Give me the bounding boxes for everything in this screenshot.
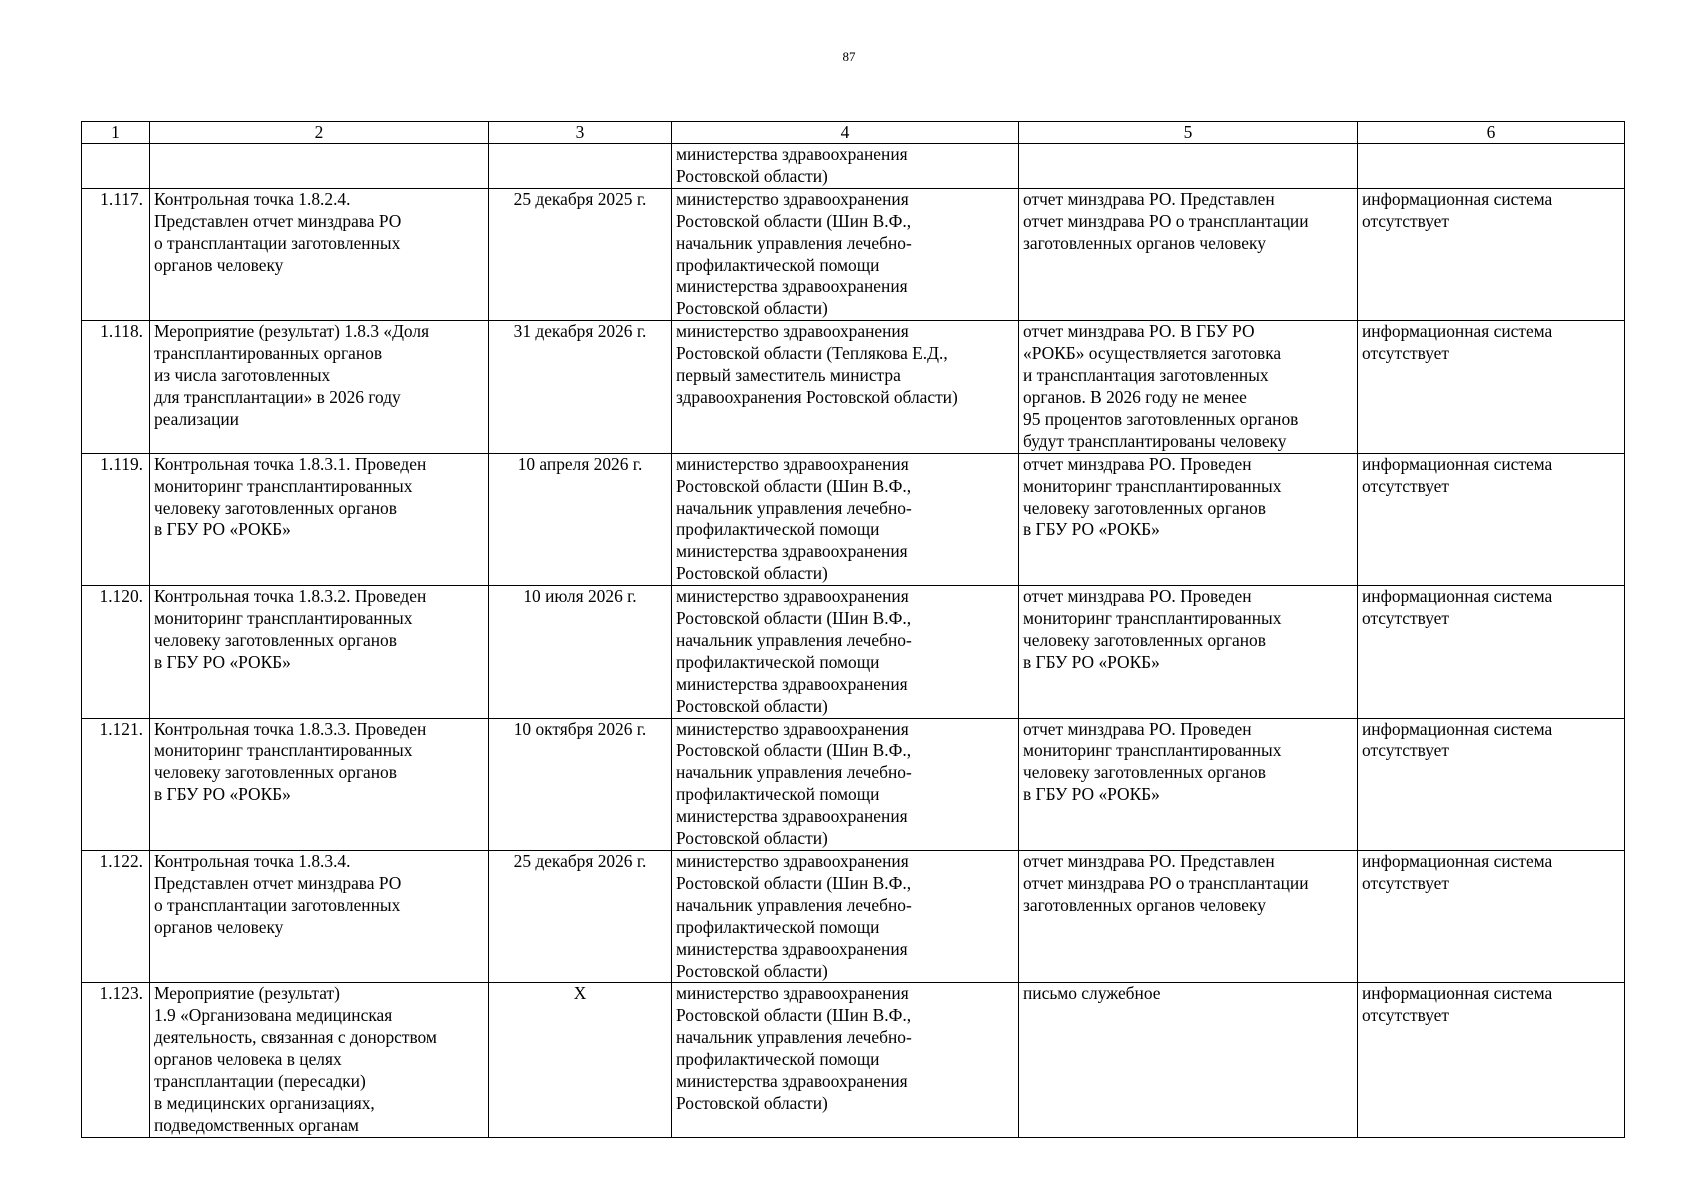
deadline-date-cell: 10 апреля 2026 г.: [489, 453, 672, 585]
activity-name-cell: Контрольная точка 1.8.3.2. Проведен мониторинг трансплантированных человеку заготовленных органов в ГБУ РО «РОКБ»: [150, 586, 489, 718]
header-cell: 1: [82, 122, 150, 144]
responsible-executor-cell: министерства здравоохранения Ростовской области): [672, 144, 1019, 189]
deadline-date-cell: 25 декабря 2026 г.: [489, 851, 672, 983]
activity-name-cell: [150, 144, 489, 189]
confirming-document-cell: отчет минздрава РО. Проведен мониторинг трансплантированных человеку заготовленных органов в ГБУ РО «РОКБ»: [1019, 586, 1358, 718]
confirming-document-cell: отчет минздрава РО. Проведен мониторинг трансплантированных человеку заготовленных органов в ГБУ РО «РОКБ»: [1019, 718, 1358, 850]
activity-name-cell: Контрольная точка 1.8.3.3. Проведен мониторинг трансплантированных человеку заготовленных органов в ГБУ РО «РОКБ»: [150, 718, 489, 850]
row-number-cell: 1.117.: [82, 188, 150, 320]
information-system-cell: информационная система отсутствует: [1358, 188, 1625, 320]
table-row: [82, 453, 1625, 585]
header-cell: 5: [1019, 122, 1358, 144]
header-cell: 3: [489, 122, 672, 144]
deadline-date-cell: Х: [489, 983, 672, 1137]
header-cell: 2: [150, 122, 489, 144]
page-number: 87: [842, 49, 856, 64]
row-number-cell: 1.118.: [82, 321, 150, 453]
confirming-document-cell: отчет минздрава РО. В ГБУ РО «РОКБ» осуществляется заготовка и трансплантация заготовленных органов. В 2026 году не менее 95 процентов заготовленных органов будут трансплантированы человеку: [1019, 321, 1358, 453]
deadline-date-cell: 10 октября 2026 г.: [489, 718, 672, 850]
responsible-executor-cell: министерство здравоохранения Ростовской области (Шин В.Ф., начальник управления лечебно- профилактической помощи министерства здравоохранения Ростовской области): [672, 718, 1019, 850]
responsible-executor-cell: министерство здравоохранения Ростовской области (Шин В.Ф., начальник управления лечебно- профилактической помощи министерства здравоохранения Ростовской области): [672, 586, 1019, 718]
table-row: [82, 144, 1625, 189]
information-system-cell: информационная система отсутствует: [1358, 983, 1625, 1137]
row-number-cell: 1.121.: [82, 718, 150, 850]
table-row: [82, 188, 1625, 320]
information-system-cell: информационная система отсутствует: [1358, 321, 1625, 453]
row-number-cell: 1.119.: [82, 453, 150, 585]
confirming-document-cell: письмо служебное: [1019, 983, 1358, 1137]
responsible-executor-cell: министерство здравоохранения Ростовской области (Шин В.Ф., начальник управления лечебно- профилактической помощи министерства здравоохранения Ростовской области): [672, 851, 1019, 983]
information-system-cell: [1358, 144, 1625, 189]
table-row: [82, 718, 1625, 850]
row-number-cell: 1.120.: [82, 586, 150, 718]
information-system-cell: информационная система отсутствует: [1358, 718, 1625, 850]
confirming-document-cell: [1019, 144, 1358, 189]
row-number-cell: 1.122.: [82, 851, 150, 983]
row-number-cell: [82, 144, 150, 189]
row-number-cell: 1.123.: [82, 983, 150, 1137]
deadline-date-cell: 25 декабря 2025 г.: [489, 188, 672, 320]
activity-name-cell: Контрольная точка 1.8.2.4. Представлен отчет минздрава РО о трансплантации заготовленных органов человеку: [150, 188, 489, 320]
table-row: [82, 983, 1625, 1137]
confirming-document-cell: отчет минздрава РО. Представлен отчет минздрава РО о трансплантации заготовленных органов человеку: [1019, 851, 1358, 983]
deadline-date-cell: 10 июля 2026 г.: [489, 586, 672, 718]
table-row: [82, 586, 1625, 718]
activity-name-cell: Контрольная точка 1.8.3.1. Проведен мониторинг трансплантированных человеку заготовленных органов в ГБУ РО «РОКБ»: [150, 453, 489, 585]
plan-table: [81, 121, 1625, 1138]
table-row: [82, 851, 1625, 983]
deadline-date-cell: 31 декабря 2026 г.: [489, 321, 672, 453]
confirming-document-cell: отчет минздрава РО. Проведен мониторинг трансплантированных человеку заготовленных органов в ГБУ РО «РОКБ»: [1019, 453, 1358, 585]
activity-name-cell: Контрольная точка 1.8.3.4. Представлен отчет минздрава РО о трансплантации заготовленных органов человеку: [150, 851, 489, 983]
table-row: [82, 321, 1625, 453]
responsible-executor-cell: министерство здравоохранения Ростовской области (Теплякова Е.Д., первый заместитель министра здравоохранения Ростовской области): [672, 321, 1019, 453]
information-system-cell: информационная система отсутствует: [1358, 851, 1625, 983]
confirming-document-cell: отчет минздрава РО. Представлен отчет минздрава РО о трансплантации заготовленных органов человеку: [1019, 188, 1358, 320]
header-row: [82, 122, 1625, 144]
deadline-date-cell: [489, 144, 672, 189]
responsible-executor-cell: министерство здравоохранения Ростовской области (Шин В.Ф., начальник управления лечебно- профилактической помощи министерства здравоохранения Ростовской области): [672, 983, 1019, 1137]
responsible-executor-cell: министерство здравоохранения Ростовской области (Шин В.Ф., начальник управления лечебно- профилактической помощи министерства здравоохранения Ростовской области): [672, 453, 1019, 585]
responsible-executor-cell: министерство здравоохранения Ростовской области (Шин В.Ф., начальник управления лечебно- профилактической помощи министерства здравоохранения Ростовской области): [672, 188, 1019, 320]
information-system-cell: информационная система отсутствует: [1358, 453, 1625, 585]
information-system-cell: информационная система отсутствует: [1358, 586, 1625, 718]
activity-name-cell: Мероприятие (результат) 1.8.3 «Доля трансплантированных органов из числа заготовленных для трансплантации» в 2026 году реализации: [150, 321, 489, 453]
header-cell: 6: [1358, 122, 1625, 144]
header-cell: 4: [672, 122, 1019, 144]
activity-name-cell: Мероприятие (результат) 1.9 «Организована медицинская деятельность, связанная с донорством органов человека в целях трансплантации (пересадки) в медицинских организациях, подведомственных органам: [150, 983, 489, 1137]
